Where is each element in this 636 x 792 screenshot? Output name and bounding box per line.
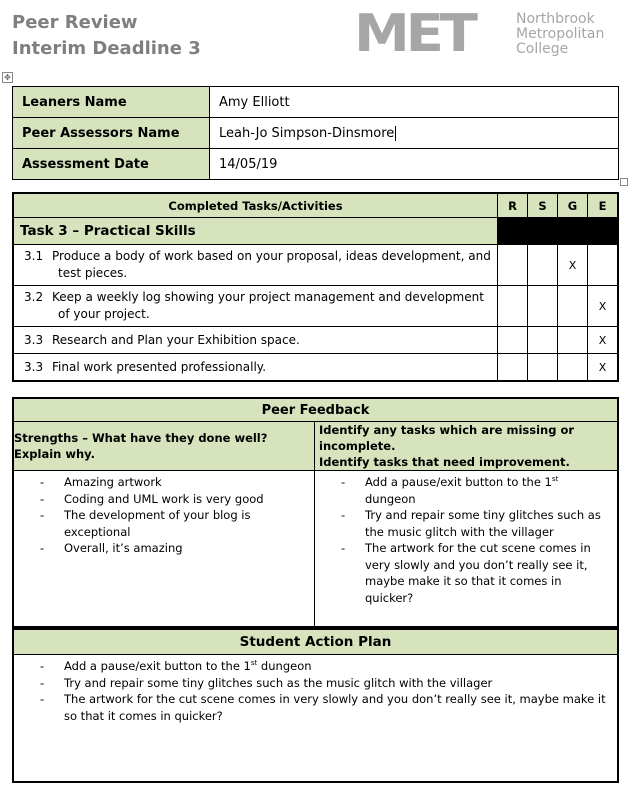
task-text: Final work presented professionally. — [52, 359, 267, 374]
col-e: E — [588, 193, 619, 218]
document-title — [12, 10, 201, 62]
task-row — [13, 327, 618, 354]
task-title: Task 3 – Practical Skills — [13, 218, 498, 245]
list-item: - The artwork for the cut scene comes in very slowly and you don’t really see it, maybe make it so that it comes in quicker? — [14, 691, 617, 724]
task-row — [13, 286, 618, 327]
college-line-2: Metropolitan — [516, 26, 605, 42]
list-item — [315, 474, 611, 507]
title-line-1: Peer Review — [12, 12, 138, 33]
assessment-date-value[interactable]: 14/05/19 — [210, 149, 619, 180]
improvements-list — [315, 474, 617, 606]
mark-r[interactable] — [498, 286, 528, 327]
col-g: G — [558, 193, 588, 218]
peer-feedback-table — [12, 397, 619, 628]
mark-s[interactable] — [528, 286, 558, 327]
strengths-list — [14, 474, 314, 557]
peer-assessor-text: Leah-Jo Simpson-Dinsmore — [219, 125, 395, 141]
title-line-2: Interim Deadline 3 — [12, 38, 201, 59]
list-item: - Coding and UML work is very good — [14, 491, 314, 508]
list-item-text-end: dungeon — [365, 491, 416, 506]
college-line-1: Northbrook — [516, 11, 595, 27]
peer-feedback-title: Peer Feedback — [13, 398, 618, 422]
col-r: R — [498, 193, 528, 218]
task-text: Produce a body of work based on your proposal, ideas development, and — [52, 249, 491, 263]
learner-name-label: Leaners Name — [13, 87, 210, 118]
list-item: - Amazing artwork — [14, 474, 314, 491]
superscript: st — [250, 659, 258, 668]
mark-e[interactable] — [588, 245, 619, 286]
task-text-cont: of your project. — [58, 307, 150, 321]
logo-college-name — [516, 12, 604, 57]
list-item-text-end: dungeon — [257, 659, 312, 673]
table-resize-handle[interactable] — [620, 178, 628, 186]
list-item: - The development of your blog is exceptional — [14, 507, 314, 540]
table-move-handle[interactable]: ✥ — [2, 72, 13, 83]
improvements-header — [315, 422, 619, 471]
peer-assessor-label: Peer Assessors Name — [13, 118, 210, 149]
tasks-table — [12, 192, 619, 382]
college-logo — [354, 4, 616, 64]
mark-s[interactable] — [528, 327, 558, 354]
superscript: st — [551, 475, 559, 484]
list-item: - Try and repair some tiny glitches such as the music glitch with the villager — [315, 507, 611, 540]
strengths-header: Strengths – What have they done well? Explain why. — [13, 422, 315, 471]
action-plan-cell[interactable] — [13, 655, 618, 783]
student-action-plan-table — [12, 628, 619, 783]
action-plan-title: Student Action Plan — [13, 629, 618, 655]
mark-r[interactable] — [498, 327, 528, 354]
task-text: Keep a weekly log showing your project management and development — [52, 290, 484, 304]
mark-e[interactable]: X — [588, 354, 619, 382]
list-item-text: Add a pause/exit button to the 1 — [365, 475, 552, 489]
list-item: - Overall, it’s amazing — [14, 540, 314, 557]
task-num: 3.2 — [24, 290, 44, 304]
list-item-text: Add a pause/exit button to the 1 — [64, 659, 251, 673]
mark-g[interactable]: X — [558, 245, 588, 286]
mark-e[interactable]: X — [588, 286, 619, 327]
college-line-3: College — [516, 41, 569, 57]
mark-s[interactable] — [528, 354, 558, 382]
task-title-black-cell — [498, 218, 619, 245]
mark-g[interactable] — [558, 354, 588, 382]
learner-info-table — [12, 86, 619, 180]
task-text-cont: test pieces. — [58, 266, 128, 280]
text-cursor — [395, 126, 396, 141]
task-num: 3.3 — [24, 359, 44, 374]
improvements-header-line-2: Identify tasks that need improvement. — [319, 455, 570, 469]
list-item: - The artwork for the cut scene comes in very slowly and you don’t really see it, maybe make it so that it comes in quicker? — [315, 540, 611, 606]
action-plan-list — [14, 658, 617, 724]
tasks-header: Completed Tasks/Activities — [13, 193, 498, 218]
assessment-date-label: Assessment Date — [13, 149, 210, 180]
mark-r[interactable] — [498, 245, 528, 286]
task-row — [13, 354, 618, 382]
mark-e[interactable]: X — [588, 327, 619, 354]
task-row — [13, 245, 618, 286]
strengths-cell[interactable] — [13, 471, 315, 628]
task-num: 3.3 — [24, 332, 44, 347]
task-num: 3.1 — [24, 249, 44, 263]
logo-met-text: MET — [354, 4, 474, 64]
list-item: - Try and repair some tiny glitches such as the music glitch with the villager — [14, 675, 617, 692]
peer-assessor-value[interactable] — [210, 118, 619, 149]
col-s: S — [528, 193, 558, 218]
improvements-header-line-1: Identify any tasks which are missing or incomplete. — [319, 423, 575, 453]
mark-s[interactable] — [528, 245, 558, 286]
learner-name-value[interactable]: Amy Elliott — [210, 87, 619, 118]
task-text: Research and Plan your Exhibition space. — [52, 332, 300, 347]
list-item — [14, 658, 617, 675]
mark-g[interactable] — [558, 327, 588, 354]
mark-r[interactable] — [498, 354, 528, 382]
improvements-cell[interactable] — [315, 471, 619, 628]
mark-g[interactable] — [558, 286, 588, 327]
